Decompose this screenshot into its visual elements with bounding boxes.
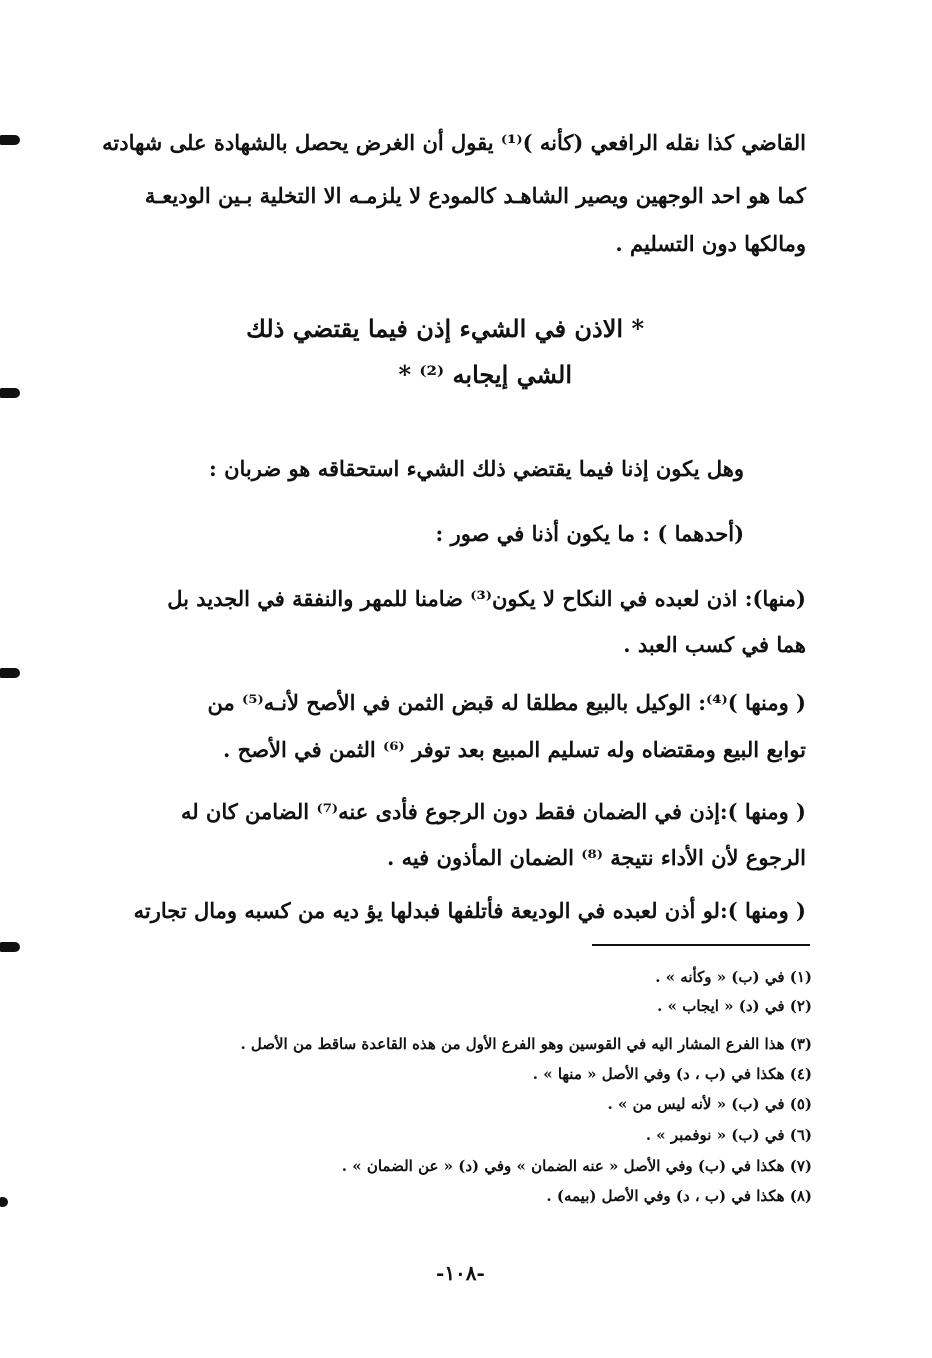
binding-mark bbox=[0, 135, 20, 145]
body-line: ( ومنها ):لو أذن لعبده في الوديعة فأتلفها فبدلها يؤ ديه من كسبه ومال تجارته bbox=[133, 898, 806, 923]
body-line: توابع البيع ومقتضاه وله تسليم المبيع بعد توفر ⁽⁶⁾ الثمن في الأصح . bbox=[223, 737, 806, 762]
section-heading-line-1: * الاذن في الشيء إذن فيما يقتضي ذلك bbox=[246, 314, 644, 343]
footnote: (٨) هكذا في (ب ، د) وفي الأصل (بيمه) . bbox=[546, 1187, 812, 1205]
footnote: (١) في (ب) « وكأنه » . bbox=[655, 968, 812, 986]
binding-mark bbox=[0, 388, 20, 398]
binding-mark bbox=[0, 942, 20, 952]
body-line: ( ومنها )⁽⁴⁾: الوكيل بالبيع مطلقا له قبض الثمن في الأصح لأنـه⁽⁵⁾ من bbox=[207, 690, 806, 715]
footnote: (٣) هذا الفرع المشار اليه في القوسين وهو الفرع الأول من هذه القاعدة ساقط من الأصل . bbox=[240, 1035, 812, 1053]
body-line: (منها): اذن لعبده في النكاح لا يكون⁽³⁾ ضامنا للمهر والنفقة في الجديد بل bbox=[167, 586, 806, 611]
footnote-separator bbox=[592, 944, 810, 946]
body-line: (أحدهما ) : ما يكون أذنا في صور : bbox=[435, 521, 744, 546]
footnote: (٤) هكذا في (ب ، د) وفي الأصل « منها » . bbox=[532, 1065, 812, 1083]
binding-mark bbox=[0, 1197, 8, 1207]
body-line: القاضي كذا نقله الرافعي (كأنه )⁽¹⁾ يقول أن الغرض يحصل بالشهادة على شهادته bbox=[102, 130, 806, 155]
body-line: الرجوع لأن الأداء نتيجة ⁽⁸⁾ الضمان المأذون فيه . bbox=[386, 845, 806, 870]
footnote: (٥) في (ب) « لأنه ليس من » . bbox=[607, 1095, 812, 1113]
footnote: (٦) في (ب) « نوفمبر » . bbox=[645, 1126, 812, 1144]
page-number: -١٠٨- bbox=[436, 1261, 485, 1285]
footnote: (٧) هكذا في (ب) وفي الأصل « عنه الضمان » وفي (د) « عن الضمان » . bbox=[341, 1157, 812, 1175]
footnote: (٢) في (د) « ايجاب » . bbox=[657, 997, 812, 1015]
section-heading-line-2: الشي إيجابه ⁽²⁾ * bbox=[398, 360, 572, 389]
body-line: ومالكها دون التسليم . bbox=[615, 231, 806, 256]
body-line: وهل يكون إذنا فيما يقتضي ذلك الشيء استحقاقه هو ضربان : bbox=[209, 456, 744, 481]
binding-mark bbox=[0, 668, 20, 678]
body-line: ( ومنها ):إذن في الضمان فقط دون الرجوع فأدى عنه⁽⁷⁾ الضامن كان له bbox=[180, 799, 806, 824]
body-line: هما في كسب العبد . bbox=[623, 632, 806, 657]
body-line: كما هو احد الوجهين ويصير الشاهـد كالمودع لا يلزمـه الا التخلية بـين الوديعـة bbox=[144, 183, 806, 208]
